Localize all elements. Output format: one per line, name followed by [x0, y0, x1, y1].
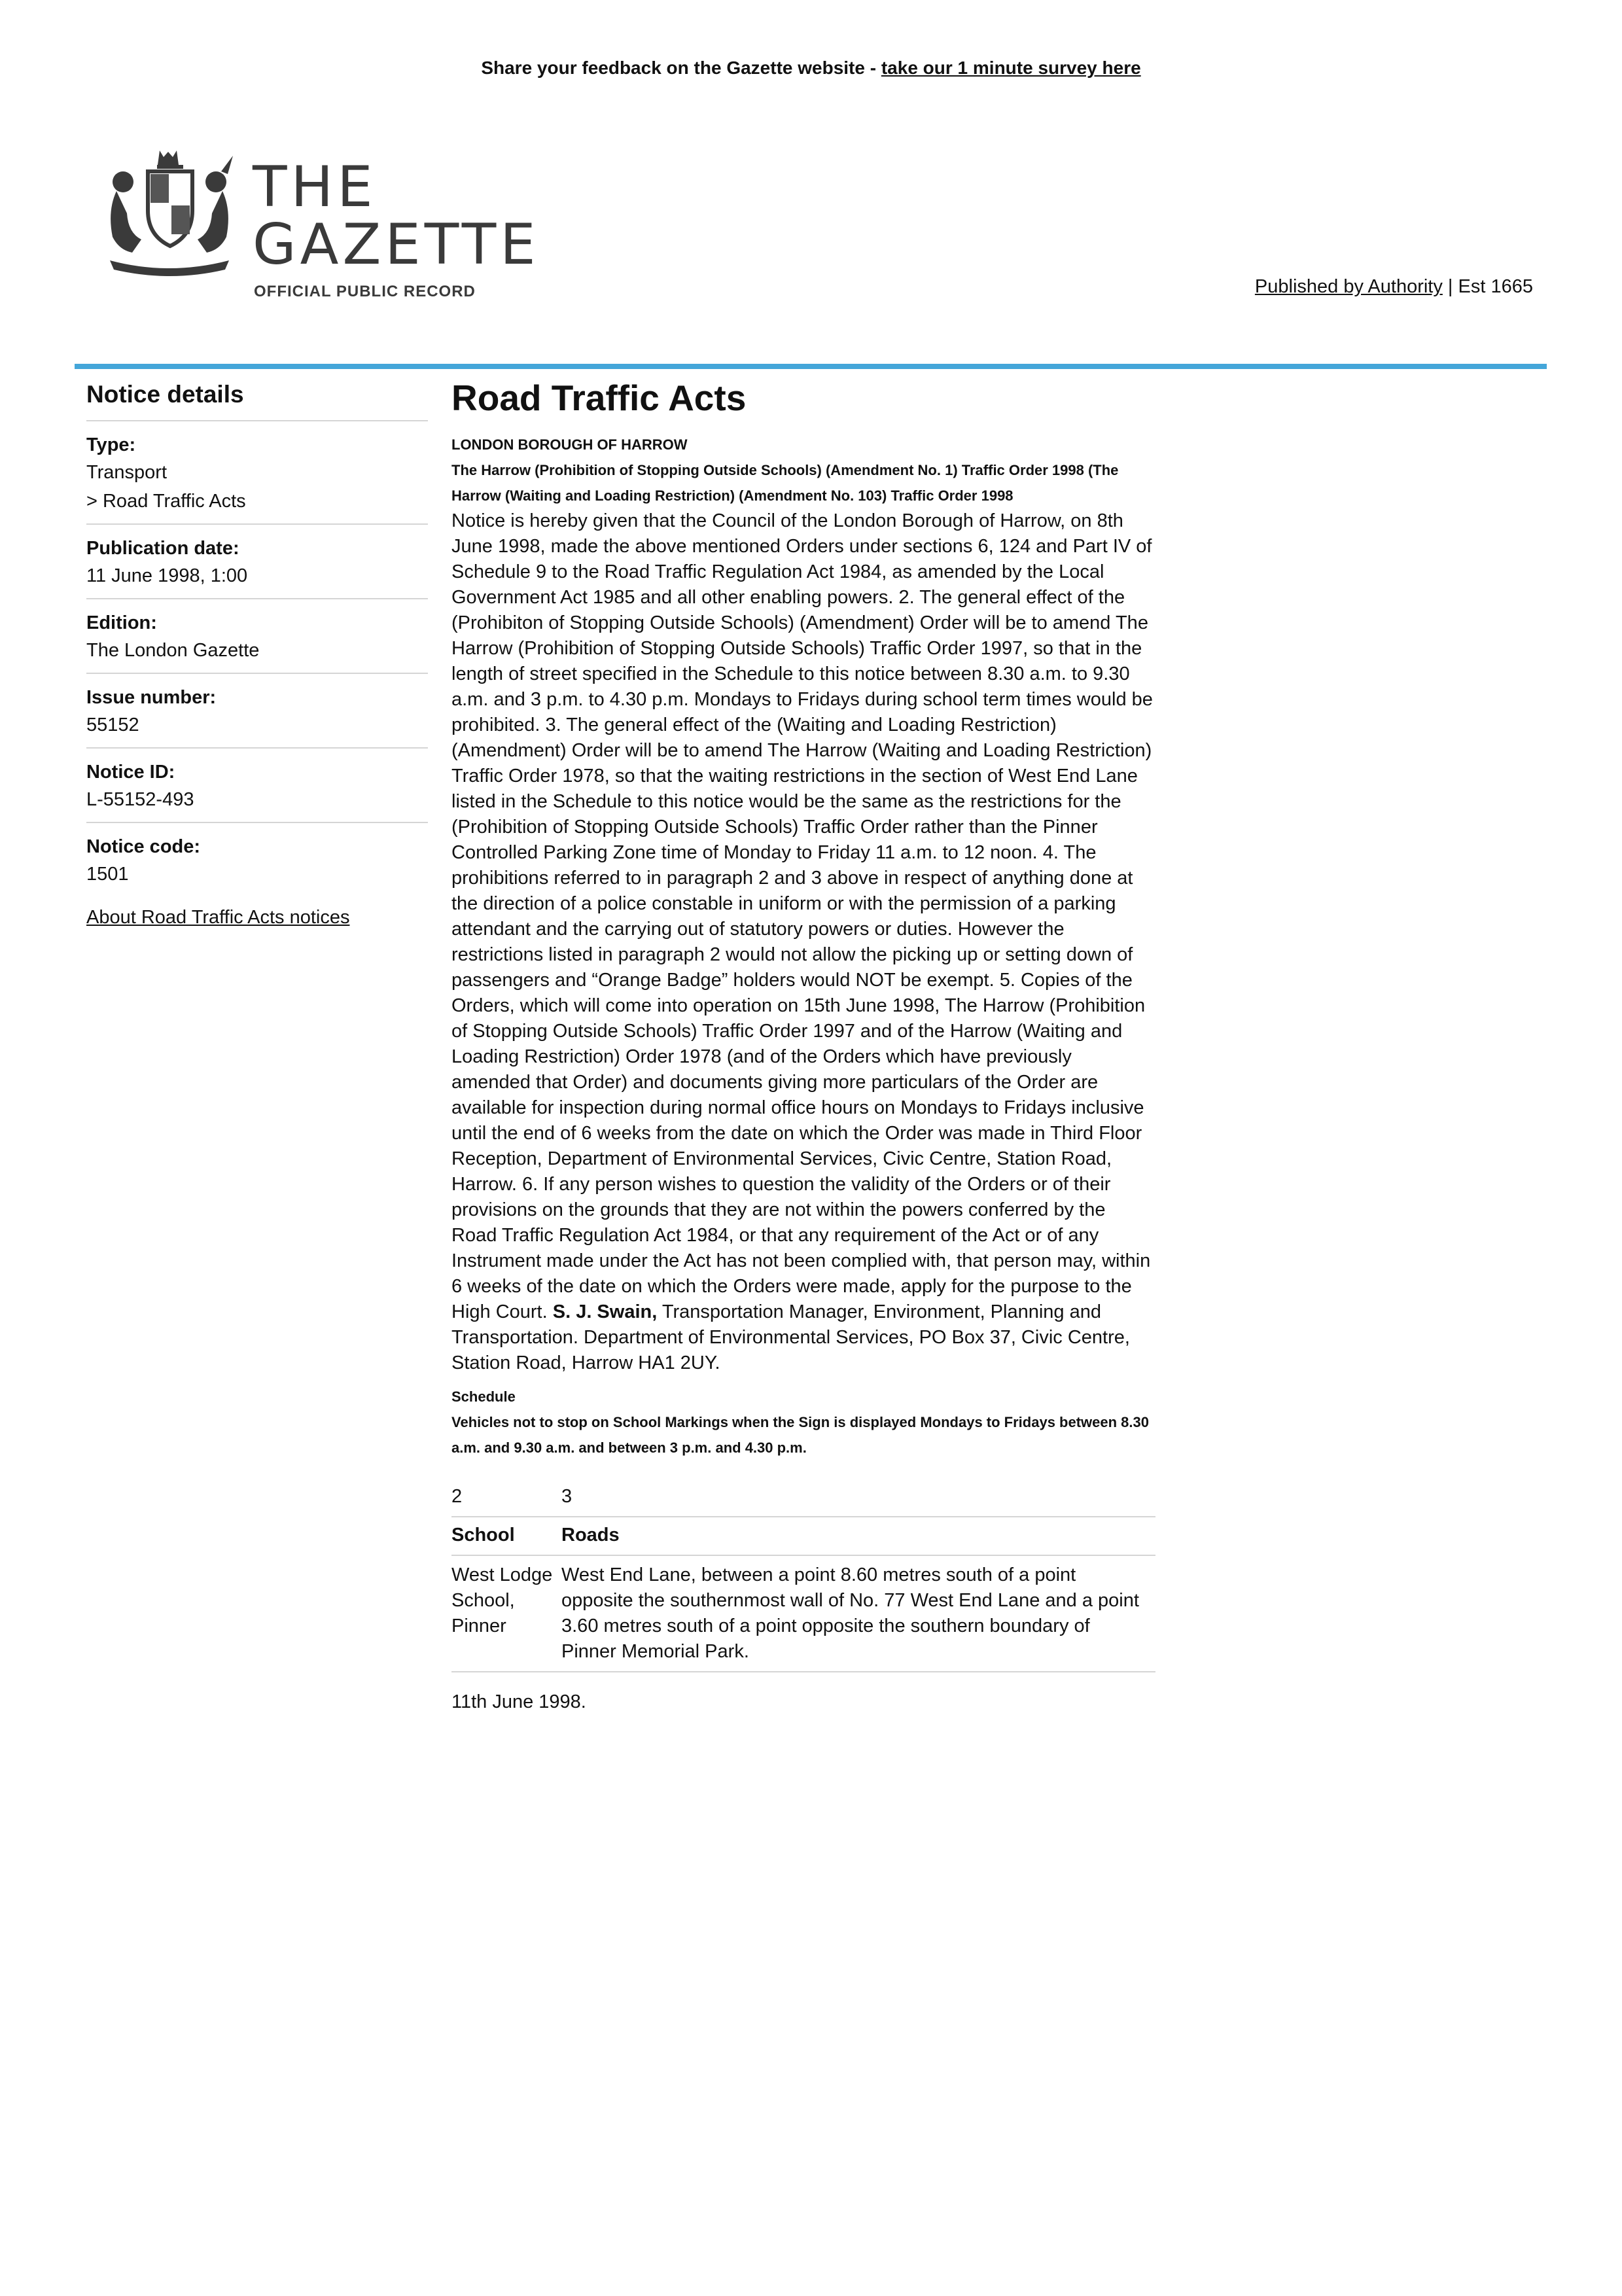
- notice-date: 11th June 1998.: [451, 1691, 586, 1712]
- edition-value: The London Gazette: [86, 640, 260, 661]
- cell-roads: West End Lane, between a point 8.60 metres south of a point opposite the southernmost wall of No. 77 West End Lane and a point 3.60 metres south of a point opposite the southern boundary of Pinner Memorial Park.: [561, 1555, 1155, 1672]
- meta-issue-number: [86, 674, 428, 749]
- cell-school: West Lodge School, Pinner: [451, 1555, 561, 1672]
- noticeid-value: L-55152-493: [86, 789, 194, 810]
- survey-link[interactable]: take our 1 minute survey here: [881, 58, 1141, 78]
- meta-notice-code: [86, 823, 428, 896]
- notice-authority: LONDON BOROUGH OF HARROW: [451, 436, 688, 453]
- issue-value: 55152: [86, 715, 139, 735]
- established-text: | Est 1665: [1442, 276, 1533, 297]
- issue-label: Issue number:: [86, 687, 217, 708]
- notice-body-tail: Transportation Manager, Environment, Planning and Transportation. Department of Environmental Services, PO Box 37, Civic Centre, Station Road, Harrow HA1 2UY.: [451, 1301, 1130, 1373]
- logo-tagline: OFFICIAL PUBLIC RECORD: [254, 283, 476, 300]
- meta-notice-id: [86, 749, 428, 823]
- schedule-text: Vehicles not to stop on School Markings when the Sign is displayed Mondays to Fridays between 8.30 a.m. and 9.30 a.m. and between 3 p.m. and 4.30 p.m.: [451, 1414, 1149, 1456]
- notice-body: [451, 508, 1155, 1376]
- column-number: 3: [561, 1479, 1155, 1517]
- notice-content: [451, 376, 1155, 1715]
- type-subcategory: > Road Traffic Acts: [86, 491, 246, 512]
- table-column-numbers: [451, 1479, 1155, 1517]
- schedule-table: [451, 1479, 1155, 1672]
- signatory-name: S. J. Swain,: [552, 1301, 658, 1322]
- header-divider: [75, 364, 1547, 369]
- survey-text: Share your feedback on the Gazette website -: [481, 58, 881, 78]
- notice-body-main: Notice is hereby given that the Council of the London Borough of Harrow, on 8th June 1998, made the above mentioned Orders under sections 6, 124 and Part IV of Schedule 9 to the Road Traffic Regulation Act 1984, as amended by the Local Government Act 1985 and all other enabling powers. 2. The general effect of the (Prohibiton of Stopping Outside Schools) (Amendment) Order will be to amend The Harrow (Prohibition of Stopping Outside Schools) Traffic Order 1997, so that in the length of street specified in the Schedule to this notice between 8.30 a.m. to 9.30 a.m. and 3 p.m. to 4.30 p.m. Mondays to Fridays during school term times would be prohibited. 3. The general effect of the (Waiting and Loading Restriction) (Amendment) Order will be to amend The Harrow (Waiting and Loading Restriction) Traffic Order 1978, so that the waiting restrictions in the section of West End Lane listed in the Schedule to this notice would be the same as the restrictions for the (Prohibition of Stopping Outside Schools) Traffic Order rather than the Pinner Controlled Parking Zone time of Monday to Friday 11 a.m. to 12 noon. 4. The prohibitions referred to in paragraph 2 and 3 above in respect of anything done at the direction of a police constable in uniform or with the permission of a parking attendant and the carrying out of statutory powers or duties. However the restrictions listed in paragraph 2 would not allow the picking up or setting down of passengers and “Orange Badge” holders would NOT be exempt. 5. Copies of the Orders, which will come into operation on 15th June 1998, The Harrow (Prohibition of Stopping Outside Schools) Traffic Order 1997 and of the Harrow (Waiting and Loading Restriction) Order 1978 (and of the Orders which have previously amended that Order) and documents giving more particulars of the Order are available for inspection during normal office hours on Mondays to Fridays inclusive until the end of 6 weeks from the date on which the Order was made in Third Floor Reception, Department of Environmental Services, Civic Centre, Station Road, Harrow. 6. If any person wishes to question the validity of the Orders or of their provisions on the grounds that they are not within the powers conferred by the Road Traffic Regulation Act 1984, or that any requirement of the Act or of any Instrument made under the Act has not been complied with, that person may, within 6 weeks of the date on which the Orders were made, apply for the purpose to the High Court.: [451, 510, 1153, 1322]
- royal-coat-of-arms-icon: [97, 145, 242, 276]
- meta-publication-date: [86, 525, 428, 599]
- order-title: The Harrow (Prohibition of Stopping Outside Schools) (Amendment No. 1) Traffic Order 1998 (The Harrow (Waiting and Loading Restriction) (Amendment No. 103) Traffic Order 1998: [451, 462, 1119, 504]
- notice-title: Road Traffic Acts: [451, 378, 747, 418]
- about-notices-link[interactable]: About Road Traffic Acts notices: [86, 907, 350, 928]
- pubdate-value: 11 June 1998, 1:00: [86, 565, 248, 586]
- notice-details-sidebar: [86, 381, 428, 928]
- authority-line: [1255, 276, 1533, 298]
- header-roads: Roads: [561, 1517, 1155, 1555]
- sidebar-heading: Notice details: [86, 381, 428, 421]
- type-label: Type:: [86, 434, 136, 455]
- noticeid-label: Notice ID:: [86, 762, 175, 783]
- logo-wordmark: THE GAZETTE: [253, 154, 540, 277]
- gazette-logo[interactable]: [97, 145, 540, 306]
- edition-label: Edition:: [86, 612, 157, 633]
- meta-type: [86, 421, 428, 525]
- published-by-authority-link[interactable]: Published by Authority: [1254, 276, 1443, 297]
- pubdate-label: Publication date:: [86, 538, 239, 559]
- noticecode-label: Notice code:: [86, 836, 201, 857]
- schedule-title: Schedule: [451, 1388, 516, 1405]
- survey-banner: [0, 58, 1622, 79]
- column-number: 2: [451, 1479, 561, 1517]
- table-header: [451, 1517, 1155, 1555]
- meta-edition: [86, 599, 428, 674]
- table-row: [451, 1555, 1155, 1672]
- header-school: School: [451, 1517, 561, 1555]
- about-notices: [86, 896, 428, 928]
- type-value: Transport: [86, 462, 167, 483]
- noticecode-value: 1501: [86, 864, 129, 885]
